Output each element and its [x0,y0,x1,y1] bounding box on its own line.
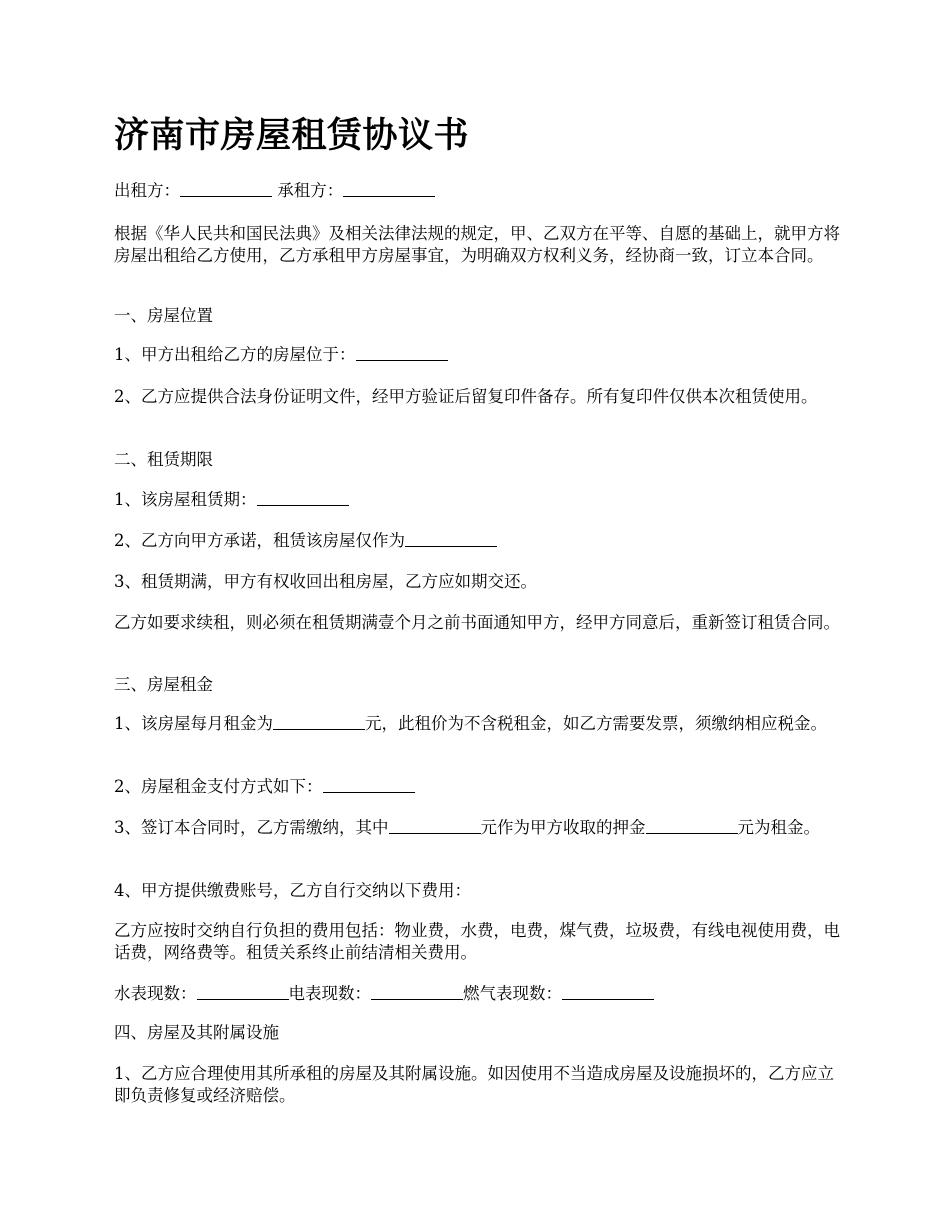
rent-amount-blank [646,817,738,834]
section2-item2 [114,530,844,552]
lease-term-label: 1、该房屋租赁期： [114,490,257,509]
usage-blank [405,530,497,547]
fees-paragraph: 乙方应按时交纳自行负担的费用包括：物业费，水费，电费，煤气费，垃圾费，有线电视使用费，电话费，网络费等。租赁关系终止前结清相关费用。 [114,921,840,962]
section3-heading: 三、房屋租金 [114,675,213,694]
meter-readings-line [114,983,844,1005]
rent-note: 元，此租价为不含税租金，如乙方需要发票，须缴纳相应税金。 [365,714,827,733]
section4-item1: 1、乙方应合理使用其所承租的房屋及其附属设施。如因使用不当造成房屋及设施损坏的，乙方应立即负责修复或经济赔偿。 [114,1064,834,1105]
rent-amount-label: 元为租金。 [737,818,820,837]
document-title: 济南市房屋租赁协议书 [114,115,470,156]
signing-payment-label: 3、签订本合同时，乙方需缴纳，其中 [114,818,389,837]
rent-label: 1、该房屋每月租金为 [114,714,273,733]
electric-meter-label: 电表现数： [288,984,371,1003]
water-meter-label: 水表现数： [114,984,197,1003]
lessee-blank [343,180,435,197]
usage-label: 2、乙方向甲方承诺，租赁该房屋仅作为 [114,531,405,550]
gas-meter-blank [562,983,654,1000]
section3-item4: 4、甲方提供缴费账号，乙方自行交纳以下费用： [114,881,471,900]
location-blank [356,344,448,361]
deposit-label: 元作为甲方收取的押金 [480,818,646,837]
section2-item3: 3、租赁期满，甲方有权收回出租房屋，乙方应如期交还。 [114,572,537,591]
renewal-paragraph: 乙方如要求续租，则必须在租赁期满壹个月之前书面通知甲方，经甲方同意后，重新签订租赁合同。 [114,613,840,632]
section1-item1 [114,344,844,366]
monthly-rent-blank [273,713,365,730]
section3-item1 [114,713,844,735]
section4-heading: 四、房屋及其附属设施 [114,1023,279,1042]
location-label: 1、甲方出租给乙方的房屋位于： [114,345,356,364]
lessor-label: 出租方： [114,181,180,200]
parties-line [114,180,844,202]
section1-item2: 2、乙方应提供合法身份证明文件，经甲方验证后留复印件备存。所有复印件仅供本次租赁使用。 [114,387,818,406]
lessee-label: 承租方： [277,181,344,200]
lessor-blank [180,180,272,197]
section1-heading: 一、房屋位置 [114,306,213,325]
section2-heading: 二、租赁期限 [114,450,213,469]
section3-item3 [114,817,844,839]
section2-item1 [114,489,844,511]
preamble-paragraph: 根据《华人民共和国民法典》及相关法律法规的规定，甲、乙双方在平等、自愿的基础上，就甲方将房屋出租给乙方使用，乙方承租甲方房屋事宜，为明确双方权利义务，经协商一致，订立本合同。 [114,224,840,265]
gas-meter-label: 燃气表现数： [463,984,562,1003]
payment-method-label: 2、房屋租金支付方式如下： [114,777,323,796]
electric-meter-blank [371,983,463,1000]
water-meter-blank [197,983,289,1000]
payment-method-blank [323,776,415,793]
lease-term-blank [257,489,349,506]
section3-item2 [114,776,844,798]
deposit-blank [389,817,481,834]
